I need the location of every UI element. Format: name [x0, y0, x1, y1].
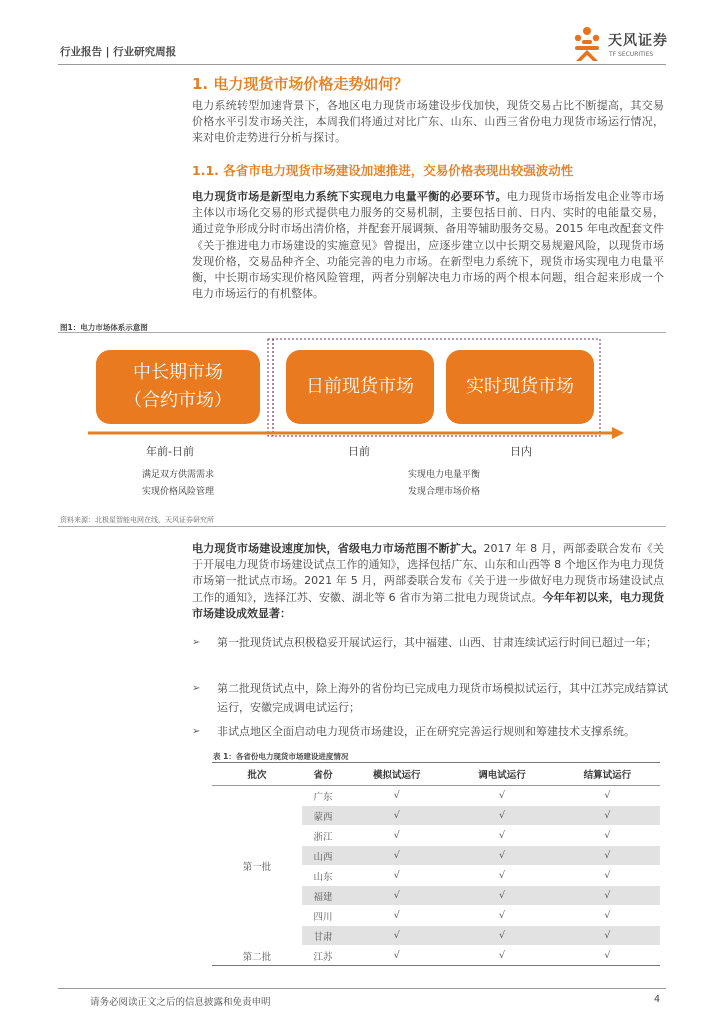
table-row — [212, 786, 660, 806]
col-header-province: 省份 — [302, 763, 344, 786]
note-price-risk: 实现价格风险管理 — [141, 487, 214, 497]
footer-rule — [58, 988, 666, 989]
col-header-simulation: 模拟试运行 — [344, 763, 449, 786]
progress-key-sentence: 电力现货市场建设速度加快，省级电力市场范围不断扩大。 — [192, 542, 484, 555]
table-1-caption: 表 1：各省份电力现货市场建设进度情况 — [213, 752, 349, 761]
progress-body: 2017 年 8 月，两部委联合发布《关于开展电力现货市场建设试点工作的通知》，选择包括广东、山东和山西等 8 个地区作为电力现货市场第一批试点市场。2021 年 5 月，两部委联合发布《关于进一步做好电力现货市场建设试点工作的通知》，选择江苏、安徽、湖北等 6 省市为第二批电力现货试点。 — [192, 542, 665, 604]
province-cell: 甘肃 — [302, 926, 344, 946]
check-cell: √ — [555, 786, 660, 806]
bullet-text: 第一批现货试点积极稳妥开展试运行，其中福建、山西、甘肃连续试运行时间已超过一年； — [217, 636, 657, 649]
figure-1-caption: 图1：电力市场体系示意图 — [60, 323, 148, 332]
check-cell: √ — [344, 826, 449, 846]
header-rule — [58, 64, 666, 65]
province-cell: 山东 — [302, 866, 344, 886]
province-cell: 广东 — [302, 786, 344, 806]
check-cell: √ — [449, 846, 554, 866]
section-1-title: 1. 电力现货市场价格走势如何？ — [192, 75, 409, 93]
check-cell: √ — [449, 806, 554, 826]
figure-source: 资料来源：北极星智能电网在线，天风证券研究所 — [60, 516, 214, 524]
note-price-discovery: 发现合理市场价格 — [407, 487, 480, 497]
check-cell: √ — [344, 926, 449, 946]
mid-long-term-notes — [118, 467, 238, 501]
check-cell: √ — [555, 866, 660, 886]
province-cell: 浙江 — [302, 826, 344, 846]
market-system-diagram — [58, 336, 666, 508]
check-cell: √ — [449, 926, 554, 946]
logo-english-name: TF SECURITIES — [609, 51, 654, 58]
check-cell: √ — [344, 846, 449, 866]
check-cell: √ — [555, 946, 660, 966]
market-progress-table — [212, 762, 660, 966]
table-row — [212, 946, 660, 966]
col-header-batch: 批次 — [212, 763, 302, 786]
check-cell: √ — [344, 786, 449, 806]
report-category: 行业报告 | 行业研究周报 — [60, 46, 177, 58]
check-cell: √ — [344, 886, 449, 906]
col-header-dispatch: 调电试运行 — [449, 763, 554, 786]
paragraph-body: 电力现货市场指发电企业等市场主体以市场化交易的形式提供电力服务的交易机制，主要包括日前、日内、实时的电能量交易，通过竞争形成分时市场出清价格，并配套开展调频、备用等辅助服务交易。2015 年电改配套文件《关于推进电力市场建设的实施意见》曾提出，应逐步建立以中长期交易规避风险，以现货市场发现价格，交易品种齐全、功能完善的电力市场。在新型电力系统下，现货市场实现电力电量平衡，中长期市场实现价格风险管理，两者分别解决电力市场的两个根本问题，组合起来形成一个电力市场运行的有机整体。 — [192, 190, 664, 301]
axis-label-year-ahead: 年前-日前 — [146, 445, 194, 458]
mid-long-term-market-box — [96, 350, 260, 424]
province-cell: 四川 — [302, 906, 344, 926]
axis-label-day-ahead: 日前 — [348, 445, 370, 458]
page-number: 4 — [654, 994, 661, 1005]
check-cell: √ — [449, 866, 554, 886]
logo-chinese-name: 天风证券 — [608, 33, 668, 49]
logo-mark-icon — [570, 26, 604, 62]
check-cell: √ — [555, 926, 660, 946]
real-time-market-box: 实时现货市场 — [446, 350, 594, 424]
disclaimer-notice: 请务必阅读正文之后的信息披露和免责申明 — [90, 997, 271, 1008]
section-1-1-paragraph — [192, 189, 664, 302]
section-1-1-title: 1.1. 各省市电力现货市场建设加速推进，交易价格表现出较强波动性 — [192, 163, 574, 178]
key-sentence: 电力现货市场是新型电力系统下实现电力电量平衡的必要环节。 — [192, 190, 507, 203]
check-cell: √ — [449, 886, 554, 906]
brand-logo — [570, 26, 670, 64]
bullet-item — [192, 633, 668, 652]
note-power-balance: 实现电力电量平衡 — [407, 470, 480, 480]
box-1-line-2: （合约市场） — [124, 390, 232, 411]
progress-key-sentence-2: 今年年初以来，电力现货市场建设成效显著： — [192, 590, 664, 620]
province-cell: 蒙西 — [302, 806, 344, 826]
check-cell: √ — [555, 826, 660, 846]
arrow-bullet-icon: ➢ — [192, 683, 201, 694]
timeline-arrow-icon — [612, 427, 624, 439]
check-cell: √ — [344, 866, 449, 886]
check-cell: √ — [555, 886, 660, 906]
check-cell: √ — [449, 826, 554, 846]
figure-top-rule — [58, 332, 666, 333]
check-cell: √ — [449, 946, 554, 966]
check-cell: √ — [449, 786, 554, 806]
bullet-text: 非试点地区全面启动电力现货市场建设，正在研究完善运行规则和筹建技术支撑系统。 — [217, 725, 635, 738]
figure-bottom-rule — [58, 526, 666, 527]
check-cell: √ — [449, 906, 554, 926]
table-header-row — [212, 763, 660, 786]
province-cell: 福建 — [302, 886, 344, 906]
check-cell: √ — [555, 906, 660, 926]
day-ahead-market-box: 日前现货市场 — [286, 350, 434, 424]
box-1-line-1: 中长期市场 — [133, 362, 223, 383]
province-cell: 江苏 — [302, 946, 344, 966]
bullet-text: 第二批现货试点中，除上海外的省份均已完成电力现货市场模拟试运行，其中江苏完成结算试运行，安徽完成调电试运行； — [217, 682, 668, 714]
progress-paragraph — [192, 541, 664, 622]
bullet-item — [192, 679, 668, 717]
province-cell: 山西 — [302, 846, 344, 866]
axis-label-intraday: 日内 — [510, 445, 532, 458]
note-supply-demand: 满足双方供需需求 — [141, 470, 214, 480]
arrow-bullet-icon: ➢ — [192, 637, 201, 648]
check-cell: √ — [555, 806, 660, 826]
col-header-settlement: 结算试运行 — [555, 763, 660, 786]
batch-cell: 第二批 — [212, 946, 302, 966]
check-cell: √ — [344, 906, 449, 926]
section-1-intro: 电力系统转型加速背景下，各地区电力现货市场建设步伐加快，现货交易占比不断提高，其交易价格水平引发市场关注，本周我们将通过对比广东、山东、山西三省份电力现货市场运行情况，来对电价走势进行分析与探讨。 — [192, 99, 664, 145]
bullet-item — [192, 722, 668, 741]
check-cell: √ — [344, 946, 449, 966]
arrow-bullet-icon: ➢ — [192, 726, 201, 737]
check-cell: √ — [344, 806, 449, 826]
check-cell: √ — [555, 846, 660, 866]
spot-market-notes — [384, 467, 504, 501]
batch-cell: 第一批 — [212, 786, 302, 946]
